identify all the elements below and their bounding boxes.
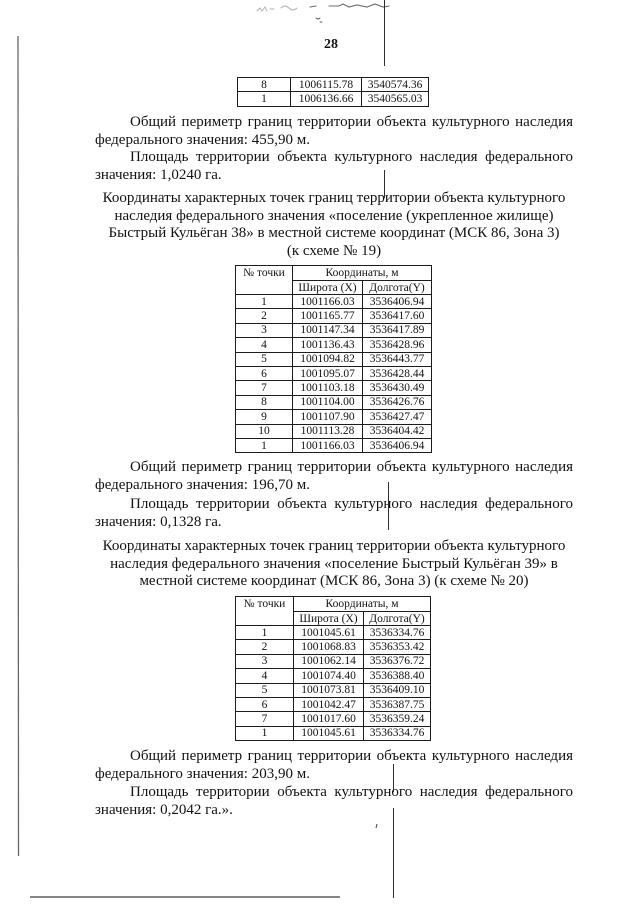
latitude-x-cell: 1001045.61 xyxy=(294,726,364,740)
point-number-cell: 6 xyxy=(236,366,293,380)
latitude-x-cell: 1001017.60 xyxy=(294,712,364,726)
point-number-cell: 8 xyxy=(236,395,293,409)
coordinate-row xyxy=(236,640,431,654)
coordinate-row xyxy=(236,366,432,380)
coordinates-table-head xyxy=(236,597,431,626)
perimeter-paragraph xyxy=(95,114,573,149)
longitude-y-cell: 3540565.03 xyxy=(362,92,429,106)
coordinate-row xyxy=(236,395,432,409)
latitude-x-cell: 1001147.34 xyxy=(293,323,363,337)
coordinates-table xyxy=(235,596,431,741)
longitude-y-header: Долгота(Y) xyxy=(363,281,432,295)
longitude-y-cell: 3536406.94 xyxy=(363,295,432,309)
coordinate-row xyxy=(236,683,431,697)
heading-line: наследия федерального значения «поселение Быстрый Кульёган 39» в xyxy=(110,555,558,572)
coordinates-table-continued xyxy=(237,77,429,107)
coordinate-row xyxy=(236,626,431,640)
heading-line: (к схеме № 19) xyxy=(286,243,382,260)
longitude-y-cell: 3536406.94 xyxy=(363,438,432,452)
latitude-x-cell: 1001104.00 xyxy=(293,395,363,409)
point-number-header: № точки xyxy=(236,266,293,295)
longitude-y-cell: 3536417.60 xyxy=(363,309,432,323)
coordinate-row xyxy=(236,438,432,452)
longitude-y-cell: 3536376.72 xyxy=(364,654,431,668)
longitude-y-cell: 3536443.77 xyxy=(363,352,432,366)
point-number-cell: 1 xyxy=(236,626,294,640)
coordinate-row xyxy=(236,381,432,395)
longitude-y-cell: 3536404.42 xyxy=(363,424,432,438)
coordinate-row xyxy=(236,654,431,668)
paragraph-line: значения: 1,0240 га. xyxy=(95,166,222,183)
table-header-row xyxy=(236,266,432,281)
heading-line: наследия федерального значения «поселение (укрепленное жилище) xyxy=(114,207,554,224)
paragraph-line: Общий периметр границ территории объекта культурного наследия xyxy=(130,459,573,475)
point-number-cell: 1 xyxy=(236,726,294,740)
paragraph-line: федерального значения: 455,90 м. xyxy=(95,131,310,148)
point-number-cell: 7 xyxy=(236,381,293,395)
point-number-cell: 7 xyxy=(236,712,294,726)
scan-margin-line xyxy=(18,36,19,856)
longitude-y-cell: 3536388.40 xyxy=(364,669,431,683)
longitude-y-cell: 3536417.89 xyxy=(363,323,432,337)
coordinates-table-body xyxy=(238,78,429,107)
latitude-x-cell: 1001136.43 xyxy=(293,338,363,352)
perimeter-paragraph xyxy=(95,748,573,783)
point-number-cell: 1 xyxy=(238,92,291,106)
section-heading xyxy=(95,190,573,261)
paragraph-line: значения: 0,2042 га.». xyxy=(95,801,233,818)
latitude-x-header: Широта (X) xyxy=(294,612,364,626)
coordinates-header: Координаты, м xyxy=(294,597,431,612)
point-number-cell: 4 xyxy=(236,338,293,352)
coordinate-row xyxy=(236,697,431,711)
longitude-y-cell: 3536334.76 xyxy=(364,626,431,640)
coordinate-row xyxy=(236,424,432,438)
point-number-cell: 1 xyxy=(236,438,293,452)
point-number-cell: 6 xyxy=(236,697,294,711)
latitude-x-cell: 1001103.18 xyxy=(293,381,363,395)
latitude-x-cell: 1001165.77 xyxy=(293,309,363,323)
latitude-x-cell: 1001166.03 xyxy=(293,295,363,309)
paragraph-line: Общий периметр границ территории объекта культурного наследия xyxy=(130,114,573,130)
paragraph-line: значения: 0,1328 га. xyxy=(95,513,222,530)
point-number-header: № точки xyxy=(236,597,294,626)
longitude-y-cell: 3536426.76 xyxy=(363,395,432,409)
area-paragraph xyxy=(95,496,573,531)
longitude-y-cell: 3536387.75 xyxy=(364,697,431,711)
paragraph-line: федерального значения: 196,70 м. xyxy=(95,476,310,493)
coordinate-row xyxy=(236,295,432,309)
coordinates-header: Координаты, м xyxy=(293,266,432,281)
latitude-x-cell: 1001107.90 xyxy=(293,410,363,424)
point-number-cell: 5 xyxy=(236,352,293,366)
longitude-y-header: Долгота(Y) xyxy=(364,612,431,626)
latitude-x-cell: 1001073.81 xyxy=(294,683,364,697)
coordinate-row xyxy=(236,669,431,683)
coordinate-row xyxy=(236,323,432,337)
coordinate-row xyxy=(236,309,432,323)
coordinate-row xyxy=(236,726,431,740)
longitude-y-cell: 3540574.36 xyxy=(362,78,429,92)
latitude-x-cell: 1006136.66 xyxy=(291,92,362,106)
point-number-cell: 3 xyxy=(236,323,293,337)
page-number: 28 xyxy=(324,37,338,52)
point-number-cell: 9 xyxy=(236,410,293,424)
heading-line: местной системе координат (МСК 86, Зона 3) (к схеме № 20) xyxy=(139,573,529,590)
point-number-cell: 4 xyxy=(236,669,294,683)
point-number-cell: 3 xyxy=(236,654,294,668)
longitude-y-cell: 3536430.49 xyxy=(363,381,432,395)
longitude-y-cell: 3536427.47 xyxy=(363,410,432,424)
coordinate-row xyxy=(236,712,431,726)
perimeter-paragraph xyxy=(95,459,573,494)
latitude-x-cell: 1001045.61 xyxy=(294,626,364,640)
longitude-y-cell: 3536334.76 xyxy=(364,726,431,740)
latitude-x-cell: 1001074.40 xyxy=(294,669,364,683)
paragraph-line: Общий периметр границ территории объекта культурного наследия xyxy=(130,748,573,764)
section-heading xyxy=(95,538,573,591)
point-number-cell: 10 xyxy=(236,424,293,438)
point-number-cell: 5 xyxy=(236,683,294,697)
coordinates-table-body xyxy=(236,295,432,453)
latitude-x-header: Широта (X) xyxy=(293,281,363,295)
coordinate-row xyxy=(236,352,432,366)
latitude-x-cell: 1001062.14 xyxy=(294,654,364,668)
scan-noise-top xyxy=(257,4,389,22)
longitude-y-cell: 3536353.42 xyxy=(364,640,431,654)
latitude-x-cell: 1001068.83 xyxy=(294,640,364,654)
heading-line: Координаты характерных точек границ территории объекта культурного xyxy=(102,190,566,206)
latitude-x-cell: 1001042.47 xyxy=(294,697,364,711)
longitude-y-cell: 3536428.44 xyxy=(363,366,432,380)
latitude-x-cell: 1001166.03 xyxy=(293,438,363,452)
point-number-cell: 8 xyxy=(238,78,291,92)
scan-speck xyxy=(376,824,377,828)
latitude-x-cell: 1001094.82 xyxy=(293,352,363,366)
paragraph-line: Площадь территории объекта культурного наследия федерального xyxy=(130,149,573,165)
paragraph-line: Площадь территории объекта культурного наследия федерального xyxy=(130,496,573,512)
heading-line: Координаты характерных точек границ территории объекта культурного xyxy=(102,538,566,554)
coordinate-row xyxy=(238,78,429,92)
area-paragraph xyxy=(95,149,573,184)
heading-line: Быстрый Кульёган 38» в местной системе координат (МСК 86, Зона 3) xyxy=(108,225,560,242)
longitude-y-cell: 3536409.10 xyxy=(364,683,431,697)
point-number-cell: 2 xyxy=(236,640,294,654)
coordinates-table-body xyxy=(236,626,431,741)
latitude-x-cell: 1006115.78 xyxy=(291,78,362,92)
point-number-cell: 2 xyxy=(236,309,293,323)
latitude-x-cell: 1001113.28 xyxy=(293,424,363,438)
area-paragraph xyxy=(95,784,573,819)
coordinate-row xyxy=(238,92,429,106)
longitude-y-cell: 3536428.96 xyxy=(363,338,432,352)
table-header-row xyxy=(236,597,431,612)
latitude-x-cell: 1001095.07 xyxy=(293,366,363,380)
coordinates-table-head xyxy=(236,266,432,295)
paragraph-line: Площадь территории объекта культурного наследия федерального xyxy=(130,784,573,800)
coordinate-row xyxy=(236,338,432,352)
coordinate-row xyxy=(236,410,432,424)
longitude-y-cell: 3536359.24 xyxy=(364,712,431,726)
coordinates-table xyxy=(235,265,432,453)
point-number-cell: 1 xyxy=(236,295,293,309)
paragraph-line: федерального значения: 203,90 м. xyxy=(95,765,310,782)
